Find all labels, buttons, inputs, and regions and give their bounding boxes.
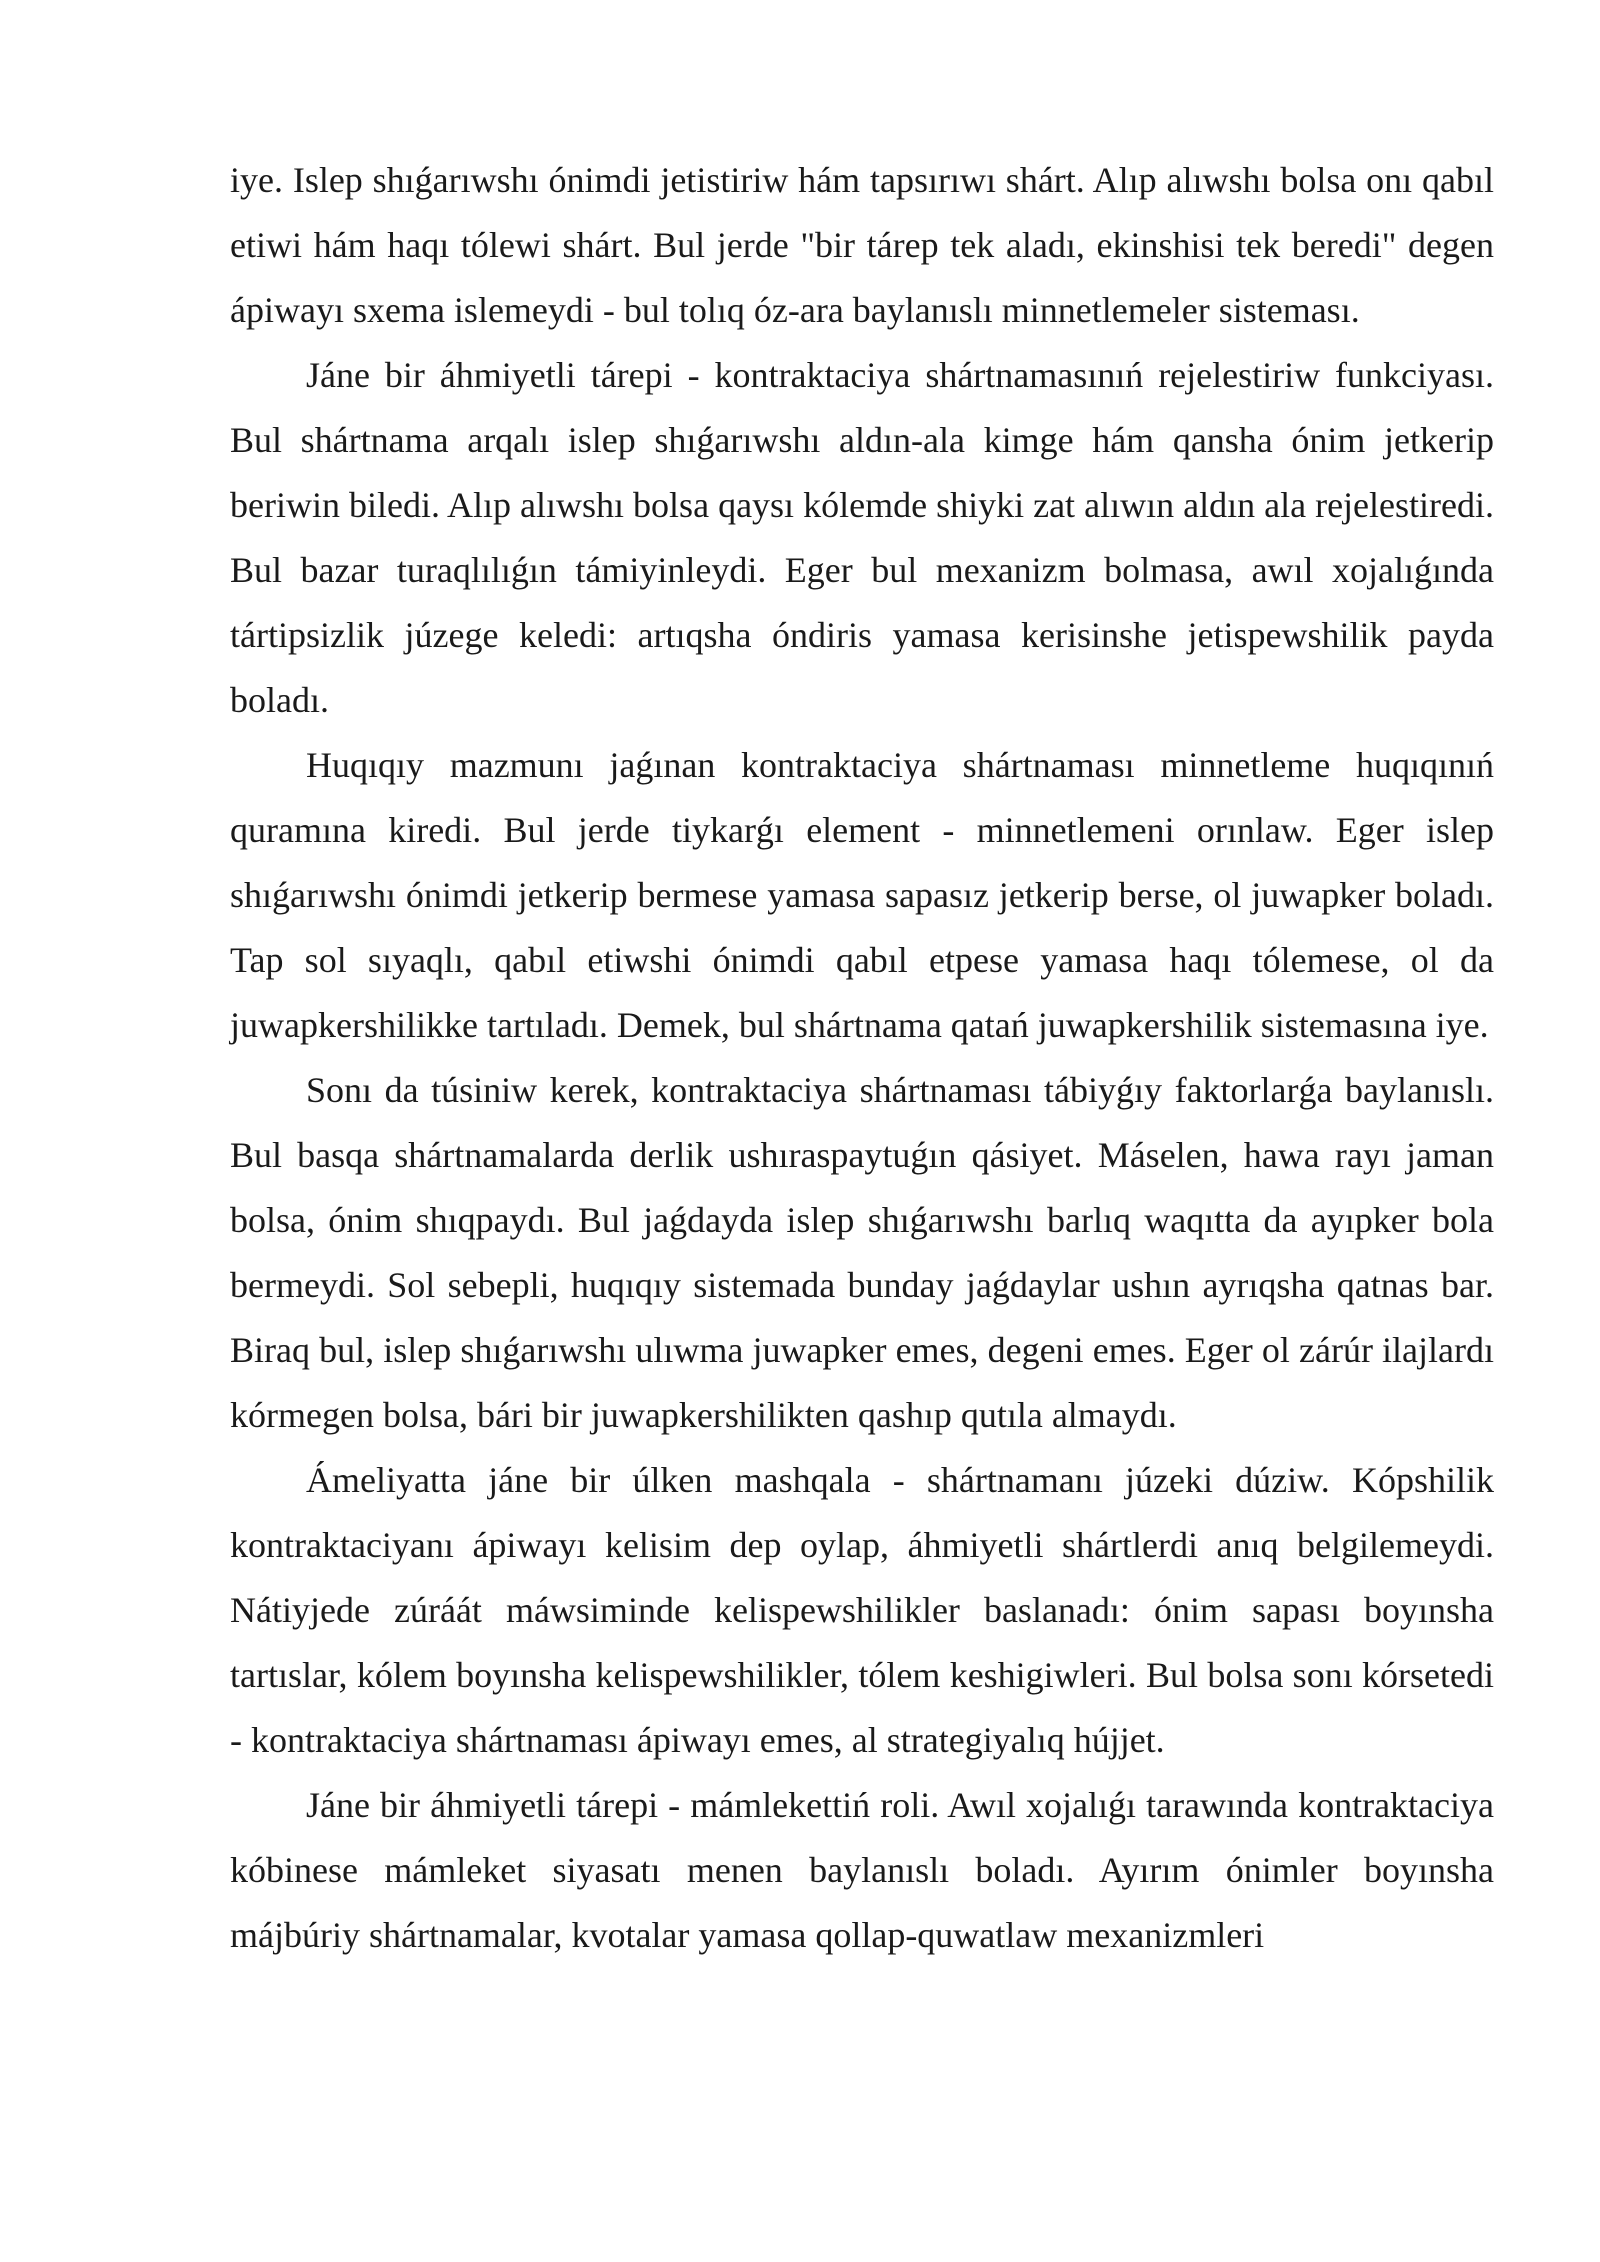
paragraph-5: Ámeliyatta jáne bir úlken mashqala - shártnamanı júzeki dúziw. Kópshilik kontraktaciyanı ápiwayı kelisim dep oylap, áhmiyetli shártlerdi anıq belgilemeydi. Nátiyjede zúráát máwsiminde kelispewshilikler baslanadı: ónim sapası boyınsha tartıslar, kólem boyınsha kelispewshilikler, tólem keshigiwleri. Bul bolsa sonı kórsetedi - kontraktaciya shártnaması ápiwayı emes, al strategiyalıq hújjet. xyxy=(230,1460,1494,1760)
document-body xyxy=(230,148,1494,1968)
paragraph-3: Huqıqıy mazmunı jaǵınan kontraktaciya shártnaması minnetleme huqıqınıń quramına kiredi. Bul jerde tiykarǵı element - minnetlemeni orınlaw. Eger islep shıǵarıwshı ónimdi jetkerip bermese yamasa sapasız jetkerip berse, ol juwapker boladı. Tap sol sıyaqlı, qabıl etiwshi ónimdi qabıl etpese yamasa haqı tólemese, ol da juwapkershilikke tartıladı. Demek, bul shártnama qatań juwapkershilik sistemasına iye. xyxy=(230,745,1494,1045)
paragraph-6: Jáne bir áhmiyetli tárepi - mámlekettiń roli. Awıl xojalıǵı tarawında kontraktaciya kóbinese mámleket siyasatı menen baylanıslı boladı. Ayırım ónimler boyınsha májbúriy shártnamalar, kvotalar yamasa qollap-quwatlaw mexanizmleri xyxy=(230,1785,1494,1955)
paragraph-2: Jáne bir áhmiyetli tárepi - kontraktaciya shártnamasınıń rejelestiriw funkciyası. Bul shártnama arqalı islep shıǵarıwshı aldın-ala kimge hám qansha ónim jetkerip beriwin biledi. Alıp alıwshı bolsa qaysı kólemde shiyki zat alıwın aldın ala rejelestiredi. Bul bazar turaqlılıǵın támiyinleydi. Eger bul mexanizm bolmasa, awıl xojalıǵında tártipsizlik júzege keledi: artıqsha óndiris yamasa kerisinshe jetispewshilik payda boladı. xyxy=(230,355,1494,720)
paragraph-1: iye. Islep shıǵarıwshı ónimdi jetistiriw hám tapsırıwı shárt. Alıp alıwshı bolsa onı qabıl etiwi hám haqı tólewi shárt. Bul jerde "bir tárep tek aladı, ekinshisi tek beredi" degen ápiwayı sxema islemeydi - bul tolıq óz-ara baylanıslı minnetlemeler sisteması. xyxy=(230,160,1494,330)
paragraph-4: Sonı da túsiniw kerek, kontraktaciya shártnaması tábiyǵıy faktorlarǵa baylanıslı. Bul basqa shártnamalarda derlik ushıraspaytuǵın qásiyet. Máselen, hawa rayı jaman bolsa, ónim shıqpaydı. Bul jaǵdayda islep shıǵarıwshı barlıq waqıtta da ayıpker bola bermeydi. Sol sebepli, huqıqıy sistemada bunday jaǵdaylar ushın ayrıqsha qatnas bar. Biraq bul, islep shıǵarıwshı ulıwma juwapker emes, degeni emes. Eger ol zárúr ilajlardı kórmegen bolsa, bári bir juwapkershilikten qashıp qutıla almaydı. xyxy=(230,1070,1494,1435)
